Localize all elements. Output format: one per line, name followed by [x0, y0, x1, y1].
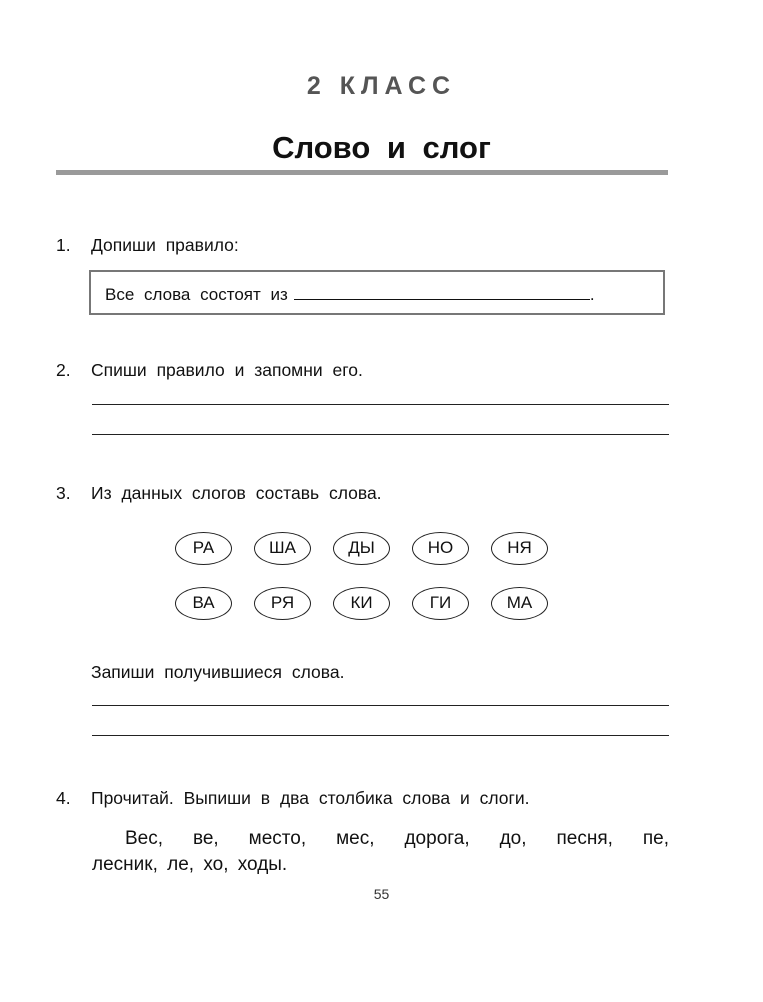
- page-title: Слово и слог: [272, 130, 491, 165]
- title-divider: [56, 170, 668, 175]
- word-item: ве,: [192, 828, 219, 849]
- write-prompt: Запиши получившиеся слова.: [91, 662, 345, 682]
- syllable-oval: ГИ: [412, 587, 469, 620]
- syllable-oval: КИ: [333, 587, 390, 620]
- task-1: [56, 235, 239, 256]
- word-item: место,: [248, 828, 307, 849]
- task-2: [56, 360, 363, 381]
- word-item: мес,: [336, 828, 375, 849]
- syllable-oval: МА: [491, 587, 548, 620]
- syllable-oval: РА: [175, 532, 232, 565]
- writing-line[interactable]: [92, 404, 669, 405]
- rule-text: Все слова состоят из: [105, 285, 288, 304]
- task-1-number: 1.: [56, 235, 71, 255]
- task-3-text: Из данных слогов составь слова.: [91, 483, 382, 503]
- word-item: дорога,: [404, 828, 470, 849]
- reading-line-2: лесник, ле, хо, ходы.: [92, 854, 288, 875]
- task-1-text: Допиши правило:: [91, 235, 239, 255]
- syllable-oval: ДЫ: [333, 532, 390, 565]
- task-4: [56, 788, 530, 809]
- grade-heading: 2 КЛАСС: [306, 72, 457, 100]
- rule-sentence: [105, 285, 595, 305]
- word-item: до,: [499, 828, 527, 849]
- writing-line[interactable]: [92, 705, 669, 706]
- writing-line[interactable]: [92, 434, 669, 435]
- page-number: 55: [373, 886, 390, 902]
- rule-blank-field[interactable]: [294, 285, 590, 300]
- word-item: песня,: [556, 828, 613, 849]
- task-3: [56, 483, 382, 504]
- word-item: пе,: [642, 828, 669, 849]
- syllable-oval: НО: [412, 532, 469, 565]
- syllable-oval: НЯ: [491, 532, 548, 565]
- syllable-oval: РЯ: [254, 587, 311, 620]
- task-2-text: Спиши правило и запомни его.: [91, 360, 363, 380]
- reading-line-1: [92, 826, 669, 852]
- task-3-number: 3.: [56, 483, 71, 503]
- writing-line[interactable]: [92, 735, 669, 736]
- task-2-number: 2.: [56, 360, 71, 380]
- syllable-oval: ША: [254, 532, 311, 565]
- rule-box: [89, 270, 665, 315]
- task-4-text: Прочитай. Выпиши в два столбика слова и слоги.: [91, 788, 530, 808]
- reading-passage: [92, 826, 669, 878]
- syllable-oval: ВА: [175, 587, 232, 620]
- task-4-number: 4.: [56, 788, 71, 808]
- rule-end: .: [589, 285, 595, 304]
- word-item: Вес,: [125, 828, 164, 849]
